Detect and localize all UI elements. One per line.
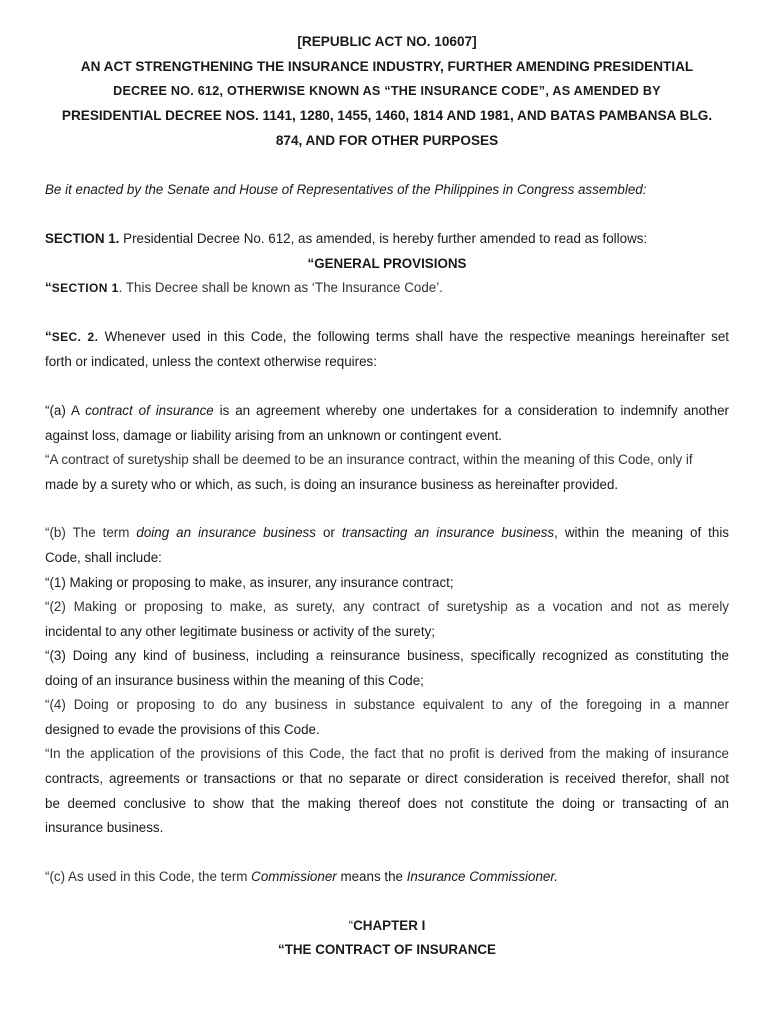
section-1-text: Presidential Decree No. 612, as amended, is hereby further amended to read as follows:	[119, 231, 648, 246]
para-b-line-1	[45, 524, 729, 541]
para-b-or: or	[315, 525, 342, 540]
chapter-title: “THE CONTRACT OF INSURANCE	[278, 942, 496, 957]
act-number: [REPUBLIC ACT NO. 10607]	[297, 34, 477, 49]
para-b-term-1: doing an insurance business	[136, 525, 316, 540]
para-b-item-3-line-2: doing of an insurance business within the meaning of this Code;	[45, 673, 424, 688]
sec-2-line-1	[45, 328, 729, 345]
para-b-item-1: “(1) Making or proposing to make, as insurer, any insurance contract;	[45, 575, 454, 590]
sec-2-label: SEC. 2.	[51, 330, 99, 344]
para-a-line-2: against loss, damage or liability arising from an unknown or contingent event.	[45, 428, 503, 443]
para-a-line-3: “A contract of suretyship shall be deemed to be an insurance contract, within the meaning of this Code, only if	[45, 452, 693, 467]
para-b-application-line-1: “In the application of the provisions of this Code, the fact that no profit is derived from the making of insurance	[45, 746, 729, 761]
chapter-quote: “	[348, 918, 354, 933]
sub-section-1-paragraph	[45, 279, 729, 297]
para-c-line-1	[45, 868, 729, 885]
para-b-item-2-line-1: “(2) Making or proposing to make, as surety, any contract of suretyship as a vocation and not as merely	[45, 599, 729, 614]
sub-section-1-text: . This Decree shall be known as ‘The Insurance Code’.	[118, 280, 443, 295]
para-c-term-1: Commissioner	[251, 869, 337, 884]
para-c-mid: means the	[336, 869, 407, 884]
chapter-label	[45, 917, 729, 934]
act-title-line-1: AN ACT STRENGTHENING THE INSURANCE INDUSTRY, FURTHER AMENDING PRESIDENTIAL	[80, 59, 694, 74]
para-b-application-line-4: insurance business.	[45, 820, 164, 835]
act-title-line-4: 874, AND FOR OTHER PURPOSES	[275, 133, 499, 148]
sub-section-1-label: SECTION 1	[51, 281, 119, 295]
act-title-line-2: DECREE NO. 612, OTHERWISE KNOWN AS “THE INSURANCE CODE”, AS AMENDED BY	[113, 84, 661, 98]
para-b-rest: , within the meaning of this	[554, 525, 729, 540]
sec-2-text: Whenever used in this Code, the following terms shall have the respective meanings hereinafter set	[98, 329, 729, 344]
para-c-term-2: Insurance Commissioner.	[406, 869, 559, 884]
chapter-number: CHAPTER I	[353, 918, 426, 933]
section-1-paragraph	[45, 230, 729, 247]
para-a-line-4: made by a surety who or which, as such, is doing an insurance business as hereinafter provided.	[45, 477, 619, 492]
section-1-label: SECTION 1.	[45, 231, 120, 246]
para-b-prefix: “(b) The term	[45, 525, 137, 540]
sec-2-quote: “	[45, 329, 52, 344]
para-b-application-line-3: be deemed conclusive to show that the making thereof does not constitute the doing or transacting of an	[45, 796, 729, 811]
para-b-application-line-2: contracts, agreements or transactions or that no separate or direct consideration is received therefor, shall not	[45, 771, 729, 786]
enacting-clause: Be it enacted by the Senate and House of Representatives of the Philippines in Congress assembled:	[45, 182, 647, 197]
para-a-line-1	[45, 402, 729, 419]
para-b-line-2: Code, shall include:	[45, 550, 162, 565]
para-a-prefix: “(a) A	[45, 403, 86, 418]
para-b-item-4-line-1: “(4) Doing or proposing to do any business in substance equivalent to any of the foregoing in a manner	[45, 697, 729, 712]
sec-2-line-2: forth or indicated, unless the context otherwise requires:	[45, 354, 377, 369]
para-b-term-2: transacting an insurance business	[341, 525, 555, 540]
para-b-item-2-line-2: incidental to any other legitimate business or activity of the surety;	[45, 624, 436, 639]
para-a-rest: is an agreement whereby one undertakes for a consideration to indemnify another	[213, 403, 729, 418]
para-c-prefix: “(c) As used in this Code, the term	[45, 869, 252, 884]
para-a-term: contract of insurance	[85, 403, 214, 418]
act-title-line-3: PRESIDENTIAL DECREE NOS. 1141, 1280, 1455, 1460, 1814 AND 1981, AND BATAS PAMBANSA BLG.	[61, 108, 713, 123]
sub-section-1-quote: “	[45, 280, 52, 295]
para-b-item-3-line-1: “(3) Doing any kind of business, including a reinsurance business, specifically recognized as constituting the	[45, 648, 729, 663]
general-provisions-heading: “GENERAL PROVISIONS	[307, 256, 467, 271]
para-b-item-4-line-2: designed to evade the provisions of this Code.	[45, 722, 320, 737]
